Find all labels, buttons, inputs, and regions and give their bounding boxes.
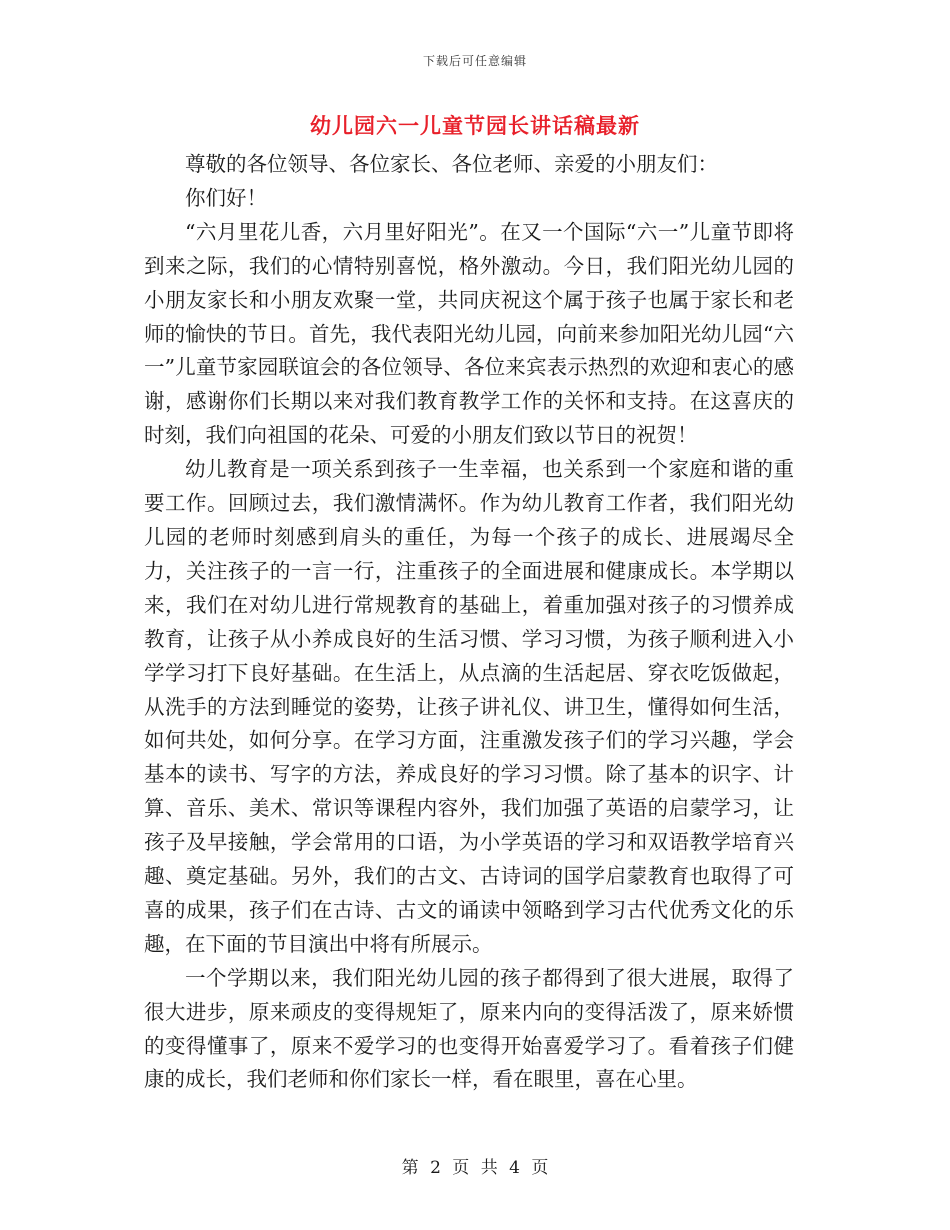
paragraph: 幼儿教育是一项关系到孩子一生幸福，也关系到一个家庭和谐的重要工作。回顾过去，我们激情满怀。作为幼儿教育工作者，我们阳光幼儿园的老师时刻感到肩头的重任，为每一个孩子的成长、进展竭尽全力，关注孩子的一言一行，注重孩子的全面进展和健康成长。本学期以来，我们在对幼儿进行常规教育的基础上，着重加强对孩子的习惯养成教育，让孩子从小养成良好的生活习惯、学习习惯，为孩子顺利进入小学学习打下良好基础。在生活上，从点滴的生活起居、穿衣吃饭做起，从洗手的方法到睡觉的姿势，让孩子讲礼仪、讲卫生，懂得如何生活，如何共处，如何分享。在学习方面，注重激发孩子们的学习兴趣，学会基本的读书、写字的方法，养成良好的学习习惯。除了基本的识字、计算、音乐、美术、常识等课程内容外，我们加强了英语的启蒙学习，让孩子及早接触，学会常用的口语，为小学英语的学习和双语教学培育兴趣、奠定基础。另外，我们的古文、古诗词的国学启蒙教育也取得了可喜的成果，孩子们在古诗、古文的诵读中领略到学习古代优秀文化的乐趣，在下面的节目演出中将有所展示。 [144, 457, 794, 956]
document-body [144, 148, 794, 1097]
paragraph: “六月里花儿香，六月里好阳光”。在又一个国际“六一”儿童节即将到来之际，我们的心情特别喜悦，格外激动。今日，我们阳光幼儿园的小朋友家长和小朋友欢聚一堂，共同庆祝这个属于孩子也属于家长和老师的愉快的节日。首先，我代表阳光幼儿园，向前来参加阳光幼儿园“六一”儿童节家园联谊会的各位领导、各位来宾表示热烈的欢迎和衷心的感谢，感谢你们长期以来对我们教育教学工作的关怀和支持。在这喜庆的时刻，我们向祖国的花朵、可爱的小朋友们致以节日的祝贺！ [144, 219, 794, 448]
page-number: 第 2 页 共 4 页 [401, 1158, 549, 1178]
header-note: 下载后可任意编辑 [422, 54, 527, 68]
paragraph: 一个学期以来，我们阳光幼儿园的孩子都得到了很大进展，取得了很大进步，原来顽皮的变得规矩了，原来内向的变得活泼了，原来娇惯的变得懂事了，原来不爱学习的也变得开始喜爱学习了。看着孩子们健康的成长，我们老师和你们家长一样，看在眼里，喜在心里。 [144, 965, 794, 1092]
greeting: 你们好！ [185, 185, 267, 210]
salutation: 尊敬的各位领导、各位家长、各位老师、亲爱的小朋友们： [185, 152, 718, 176]
document-title: 幼儿园六一儿童节园长讲话稿最新 [310, 114, 640, 138]
